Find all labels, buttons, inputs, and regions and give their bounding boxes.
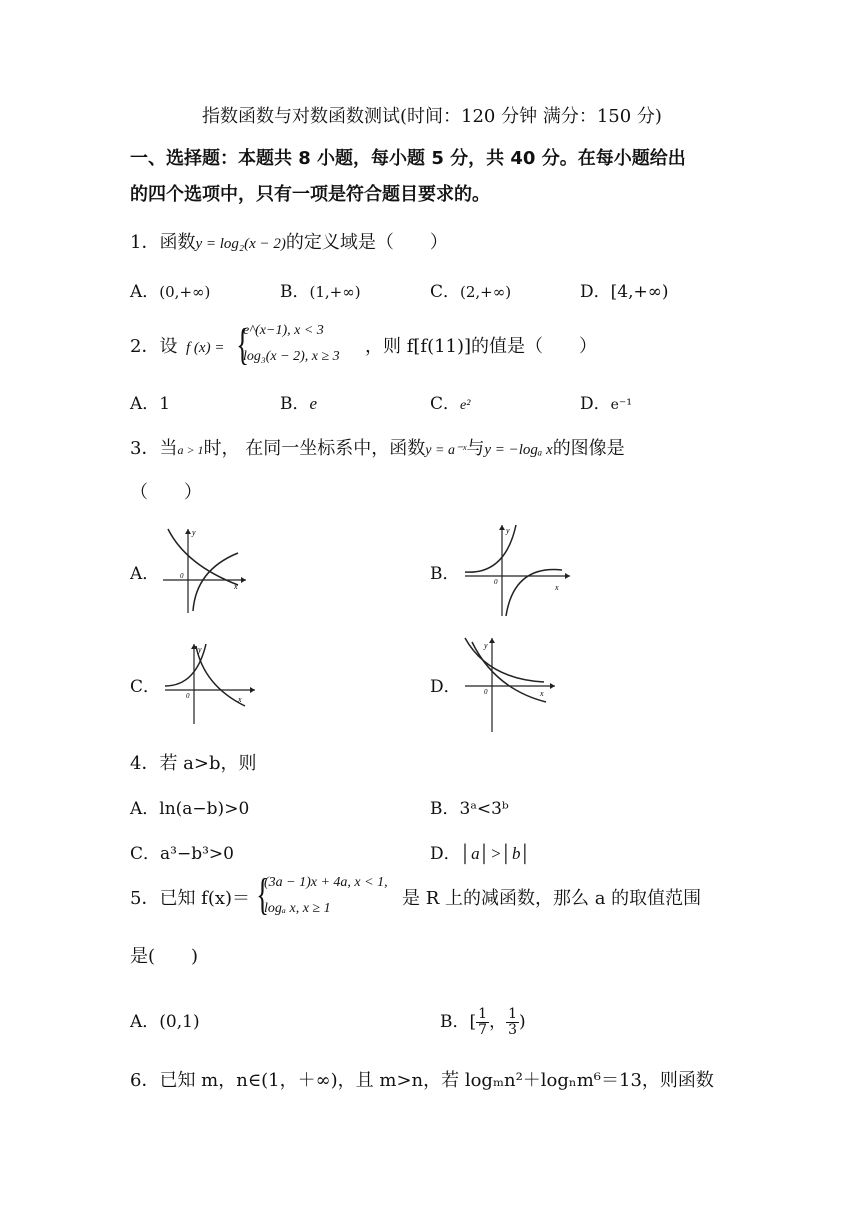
option-label: B． [430, 799, 460, 819]
option-label: B． [280, 394, 310, 414]
x-axis-arrow [250, 687, 255, 693]
option-value: e² [460, 398, 471, 413]
option-label: C． [430, 394, 461, 414]
y-axis-arrow [499, 525, 505, 530]
q5-line2: 是( ) [130, 946, 199, 967]
option-label: D． [580, 282, 611, 302]
q2-suffix: ，则 f[f(11)]的值是（ ） [365, 336, 598, 357]
option-label: D． [580, 394, 611, 414]
q1-expr: y = log₂(x − 2) [195, 236, 286, 252]
q2-prefix: 2．设 [130, 336, 178, 357]
fraction-one-seventh [476, 1007, 489, 1038]
q2-brace: { [236, 320, 249, 369]
x-label: x [234, 582, 238, 591]
q3-graph-c[interactable] [160, 638, 260, 726]
option-value: 3ᵃ<3ᵇ [459, 799, 509, 819]
curve-exp [168, 529, 238, 585]
y-label: y [506, 526, 510, 535]
option-value: 1 [159, 394, 171, 414]
q4-option-b[interactable] [430, 797, 509, 821]
q2-option-b[interactable] [280, 392, 317, 416]
option-value: (0,+∞) [159, 283, 211, 301]
q3-option-b[interactable]: B． [430, 564, 460, 584]
option-value: [4,+∞) [610, 282, 669, 302]
q2-case2: log₃(x − 2), x ≥ 3 [243, 349, 340, 364]
option-label: A． [130, 282, 160, 302]
q3-condition: a > 1 [177, 443, 204, 457]
option-label: A． [130, 1012, 160, 1032]
q5-brace: { [256, 870, 269, 919]
q1-option-d[interactable] [580, 280, 669, 304]
option-value: ln(a−b)>0 [159, 799, 250, 819]
y-axis-arrow [489, 638, 495, 643]
option-label: B． [280, 282, 310, 302]
q4-option-d[interactable] [430, 842, 531, 866]
q1-suffix: 的定义域是（ ） [285, 232, 448, 253]
section-header-line1: 一、选择题：本题共 8 小题，每小题 5 分，共 40 分。在每小题给出 [130, 148, 686, 169]
q4-option-c[interactable] [130, 842, 234, 866]
fraction-one-third [506, 1007, 519, 1038]
q5-option-a[interactable] [130, 1010, 200, 1034]
option-value: e [309, 394, 318, 413]
question-1 [130, 231, 448, 256]
page-title: 指数函数与对数函数测试(时间：120 分钟 满分：150 分) [202, 106, 662, 127]
q1-option-a[interactable] [130, 280, 210, 304]
q3-suffix: 的图像是 [552, 438, 625, 459]
x-axis-arrow [550, 683, 555, 689]
numerator: 1 [508, 1006, 517, 1022]
q3-option-a[interactable]: A． [130, 564, 160, 584]
q3-prefix: 3．当 [130, 438, 178, 459]
q5-case1: (3a − 1)x + 4a, x < 1, [264, 875, 388, 890]
option-label: D． [430, 844, 461, 864]
q5-prefix: 5．已知 f(x)＝ [130, 888, 251, 909]
q3-graph-a[interactable] [158, 525, 253, 615]
q3-graph-d[interactable] [460, 634, 560, 734]
y-label: y [198, 645, 202, 654]
option-label: A． [130, 799, 160, 819]
curve-exp [465, 638, 544, 682]
origin-label: 0 [186, 692, 190, 700]
q3-option-d[interactable]: D． [430, 677, 461, 697]
q2-option-c[interactable] [430, 392, 470, 418]
origin-label: 0 [494, 578, 498, 586]
q2-case1: e^(x−1), x < 3 [243, 323, 324, 338]
separator: ， [489, 1012, 507, 1032]
q3-and: 与 [466, 438, 485, 459]
q1-prefix: 1．函数 [130, 232, 196, 253]
option-value: │a│>│b│ [460, 844, 531, 863]
q3-answer-paren: （ ） [130, 482, 202, 503]
q2-option-a[interactable] [130, 392, 170, 416]
x-axis-arrow [241, 577, 246, 583]
option-value: (2,+∞) [460, 283, 512, 301]
x-label: x [555, 583, 559, 592]
bracket-open: [ [469, 1012, 477, 1032]
denominator: 3 [508, 1022, 517, 1038]
numerator: 1 [478, 1006, 488, 1022]
question-6: 6．已知 m，n∈(1，＋∞)，且 m>n，若 logₘn²＋logₙm⁶＝13，则函数 [130, 1070, 714, 1091]
x-axis-arrow [565, 573, 570, 579]
x-label: x [540, 689, 544, 698]
section-header-line2: 的四个选项中，只有一项是符合题目要求的。 [130, 184, 490, 205]
q3-graph-b[interactable] [460, 520, 575, 618]
q3-func1: y = a⁻ˣ [425, 443, 467, 458]
q1-option-b[interactable] [280, 280, 361, 304]
q5-suffix: 是 R 上的减函数，那么 a 的取值范围 [402, 888, 702, 909]
option-value: e⁻¹ [610, 397, 632, 413]
option-value: (0,1) [159, 1012, 200, 1032]
option-label: C． [130, 844, 161, 864]
question-4: 4．若 a>b，则 [130, 753, 257, 774]
origin-label: 0 [180, 572, 184, 580]
origin-label: 0 [484, 688, 488, 696]
q5-option-b[interactable] [440, 1002, 526, 1042]
bracket-close: ) [518, 1012, 526, 1032]
q3-mid: 时， 在同一坐标系中，函数 [203, 438, 426, 459]
option-label: C． [430, 282, 461, 302]
q3-func2: y = −logₐ x [484, 442, 553, 458]
option-label: B． [440, 1012, 470, 1032]
q2-fx: f (x) = [186, 340, 225, 356]
y-label: y [192, 528, 196, 537]
q5-case2: logₐ x, x ≥ 1 [264, 901, 331, 916]
option-value: (1,+∞) [309, 283, 361, 301]
y-label: y [484, 641, 488, 650]
option-label: A． [130, 394, 160, 414]
q4-option-a[interactable] [130, 797, 249, 821]
denominator: 7 [478, 1022, 488, 1038]
option-value: a³−b³>0 [160, 844, 234, 864]
q3-option-c[interactable]: C． [130, 677, 161, 697]
q2-option-d[interactable] [580, 392, 632, 417]
x-label: x [238, 695, 242, 704]
q1-option-c[interactable] [430, 280, 511, 304]
y-axis-arrow [185, 529, 191, 534]
question-3 [130, 437, 625, 463]
